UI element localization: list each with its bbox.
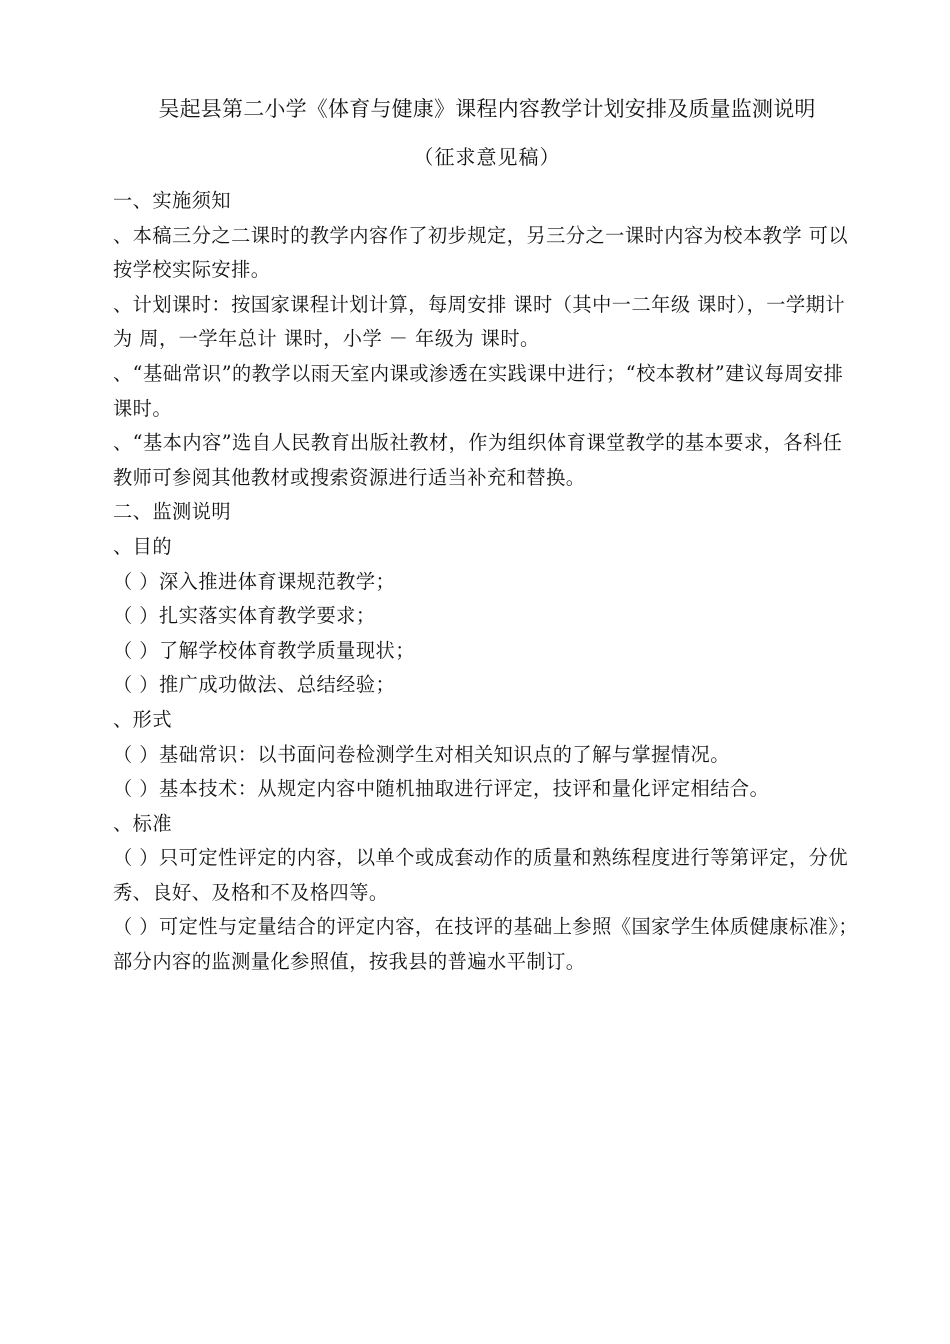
form-item-2: （ ）基本技术：从规定内容中随机抽取进行评定，技评和量化评定相结合。: [113, 777, 770, 801]
section-heading-implementation: 一、实施须知: [113, 189, 232, 212]
purpose-item-1: （ ）深入推进体育课规范教学；: [113, 569, 396, 593]
purpose-item-3: （ ）了解学校体育教学质量现状；: [113, 638, 415, 662]
standard-item-2: （ ）可定性与定量结合的评定内容，在技评的基础上参照《国家学生体质健康标准》；部分内容的监测量化参照值，按我县的普遍水平制订。: [113, 915, 859, 974]
subheading-standard: 、标准: [113, 811, 173, 835]
purpose-item-2: （ ）扎实落实体育教学要求；: [113, 604, 376, 628]
subheading-form: 、形式: [113, 707, 173, 731]
form-item-1: （ ）基础常识：以书面问卷检测学生对相关知识点的了解与掌握情况。: [113, 742, 730, 766]
implementation-item-2: 、计划课时：按国家课程计划计算，每周安排 课时（其中一二年级 课时），一学期计为 周，一学年总计 课时，小学 － 年级为 课时。: [113, 292, 846, 351]
purpose-item-4: （ ）推广成功做法、总结经验；: [113, 673, 396, 697]
document-title: 吴起县第二小学《体育与健康》课程内容教学计划安排及质量监测说明: [158, 97, 816, 121]
implementation-item-1: 、本稿三分之二课时的教学内容作了初步规定，另三分之一课时内容为校本教学 可以按学校实际安排。: [113, 223, 849, 282]
section-heading-monitoring: 二、监测说明: [113, 500, 232, 524]
implementation-item-4: 、“基本内容”选自人民教育出版社教材，作为组织体育课堂教学的基本要求，各科任教师可参阅其他教材或搜索资源进行适当补充和替换。: [113, 431, 843, 489]
standard-item-1: （ ）只可定性评定的内容，以单个或成套动作的质量和熟练程度进行等第评定，分优秀、良好、及格和不及格四等。: [113, 846, 849, 904]
implementation-item-3: 、“基础常识”的教学以雨天室内课或渗透在实践课中进行；“校本教材”建议每周安排 课时。: [113, 361, 844, 420]
document-subtitle: （征求意见稿）: [413, 145, 561, 169]
document-page: [113, 92, 861, 980]
subheading-purpose: 、目的: [113, 534, 173, 558]
